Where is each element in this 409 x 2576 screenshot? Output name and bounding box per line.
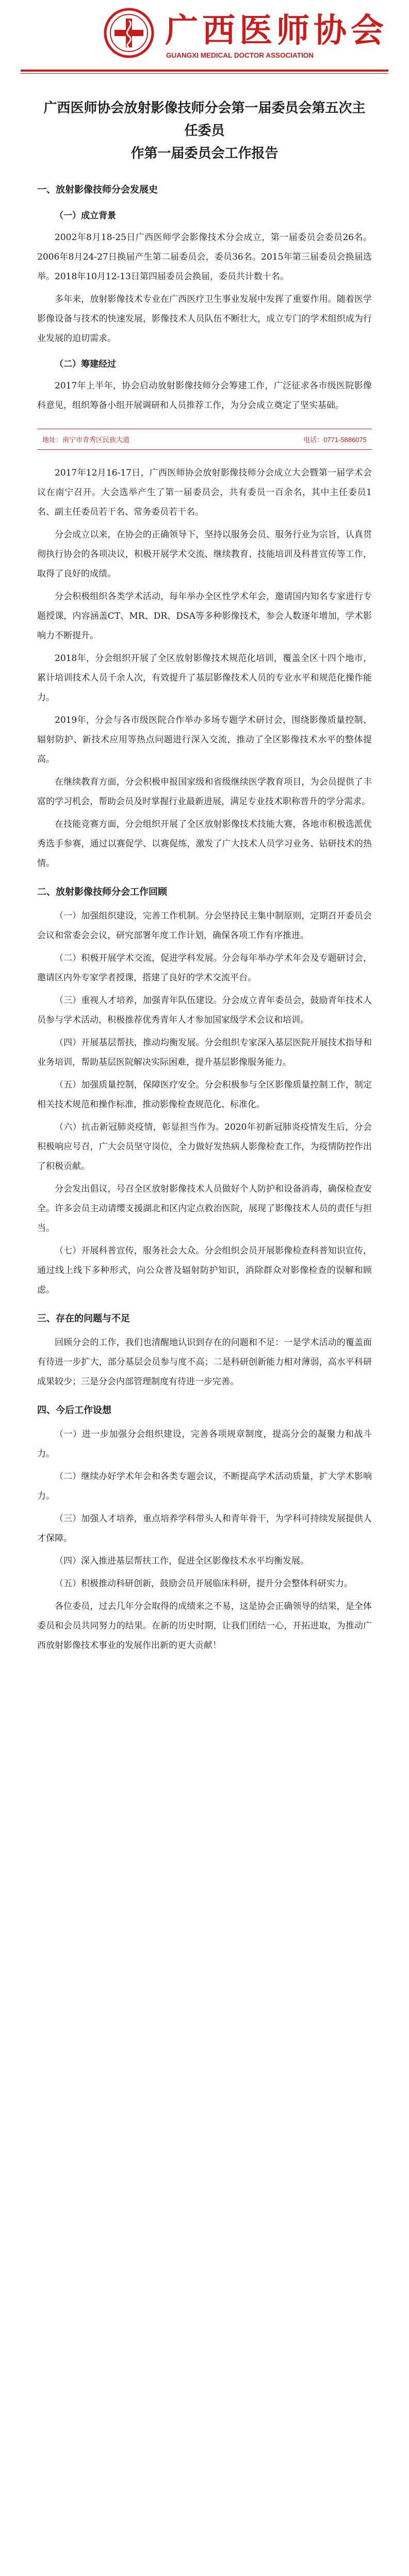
paragraph: （一）加强组织建设，完善工作机制。分会坚持民主集中制原则，定期召开委员会会议和常委会会议，研究部署年度工作计划，确保各项工作有序推进。 xyxy=(37,911,372,941)
page-footer-band xyxy=(37,429,372,450)
subsection-heading: （二）筹建经过 xyxy=(55,359,116,369)
section-heading: 一、放射影像技师分会发展史 xyxy=(37,184,158,195)
paragraph: 分会积极组织各类学术活动，每年举办全区性学术年会，邀请国内知名专家进行专题授课，内容涵盖CT、MR、DR、DSA等多种影像技术，参会人数逐年增加，学术影响力不断提升。 xyxy=(37,591,372,641)
subsection-heading: （一）成立背景 xyxy=(55,211,116,221)
paragraph: 多年来，放射影像技术专业在广西医疗卫生事业发展中发挥了重要作用。随着医学影像设备与技术的快速发展，影像技术人员队伍不断壮大，成立专门的学术组织成为行业发展的迫切需求。 xyxy=(37,294,372,344)
letterhead xyxy=(0,0,409,77)
paragraph: 回顾分会的工作，我们也清醒地认识到存在的问题和不足：一是学术活动的覆盖面有待进一步扩大，部分基层会员参与度不高；二是科研创新能力相对薄弱，高水平科研成果较少；三是分会内部管理制度有待进一步完善。 xyxy=(37,1337,372,1387)
paragraph: （三）加强人才培养，重点培养学科带头人和青年骨干，为学科可持续发展提供人才保障。 xyxy=(37,1514,372,1544)
paragraph: 2019年，分会与各市级医院合作举办多场专题学术研讨会，围绕影像质量控制、辐射防护、新技术应用等热点问题进行深入交流，推动了全区影像技术水平的整体提高。 xyxy=(37,715,372,765)
document-subtitle: 作第一届委员会工作报告 xyxy=(130,146,279,161)
paragraph: （七）开展科普宣传，服务社会大众。分会组织会员开展影像检查科普知识宣传，通过线上线下多种形式，向公众普及辐射防护知识，消除群众对影像检查的误解和顾虑。 xyxy=(37,1246,372,1295)
paragraph: （四）深入推进基层帮扶工作，促进全区影像技术水平均衡发展。 xyxy=(55,1556,309,1566)
paragraph: （二）积极开展学术交流，促进学科发展。分会每年举办学术年会及专题研讨会，邀请区内外专家学者授课，搭建了良好的学术交流平台。 xyxy=(37,953,372,983)
letterhead-rule-thick xyxy=(21,70,388,72)
paragraph: 2018年，分会组织开展了全区放射影像技术规范化培训，覆盖全区十四个地市，累计培训技术人员千余人次，有效提升了基层影像技术人员的专业水平和规范化操作能力。 xyxy=(37,653,372,703)
paragraph: （二）继续办好学术年会和各类专题会议，不断提高学术活动质量，扩大学术影响力。 xyxy=(37,1471,372,1501)
paragraph: 在继续教育方面，分会积极申报国家级和省级继续医学教育项目，为会员提供了丰富的学习机会，帮助会员及时掌握行业最新进展，满足专业技术职称晋升的学分需求。 xyxy=(37,777,372,807)
association-name-cn: 广西医师协会 xyxy=(165,11,388,50)
footer-address: 地址：南宁市青秀区民族大道 xyxy=(42,436,130,444)
paragraph: （四）开展基层帮扶，推动均衡发展。分会组织专家深入基层医院开展技术指导和业务培训，帮助基层医院解决实际困难，提升基层影像服务能力。 xyxy=(37,1038,372,1067)
paragraph: （一）进一步加强分会组织建设，完善各项规章制度，提高分会的凝聚力和战斗力。 xyxy=(37,1429,372,1459)
paragraph: 各位委员，过去几年分会取得的成绩来之不易，这是协会正确领导的结果，是全体委员和会员共同努力的结果。在新的历史时期，让我们团结一心，开拓进取，为推动广西放射影像技术事业的发展作出新的更大贡献！ xyxy=(37,1601,372,1651)
paragraph: 分会成立以来，在协会的正确领导下，坚持以服务会员、服务行业为宗旨，认真贯彻执行协会的各项决议，积极开展学术交流、继续教育、技能培训及科普宣传等工作，取得了良好的成绩。 xyxy=(37,530,372,579)
footer-phone: 电话：0771-5886075 xyxy=(303,436,367,444)
section-heading: 四、今后工作设想 xyxy=(37,1405,111,1416)
association-name-en: GUANGXI MEDICAL DOCTOR ASSOCIATION xyxy=(166,52,314,59)
paragraph: （五）加强质量控制，保障医疗安全。分会积极参与全区影像质量控制工作，制定相关技术规范和操作标准，推动影像检查规范化、标准化。 xyxy=(37,1080,372,1110)
paragraph: 2017年12月16-17日，广西医师协会放射影像技师分会成立大会暨第一届学术会议在南宁召开。大会选举产生了第一届委员会，共有委员一百余名，其中主任委员1名、副主任委员若干名、常务委员若干名。 xyxy=(37,468,372,517)
paragraph: 在技能竞赛方面，分会组织开展了全区放射影像技术技能大赛，各地市积极选派优秀选手参赛，通过以赛促学、以赛促练，激发了广大技术人员学习业务、钻研技术的热情。 xyxy=(37,819,372,869)
paragraph: （三）重视人才培养，加强青年队伍建设。分会成立青年委员会，鼓励青年技术人员参与学术活动，积极推荐优秀青年人才参加国家级学术会议和培训。 xyxy=(37,995,372,1025)
paragraph: （六）抗击新冠肺炎疫情，彰显担当作为。2020年初新冠肺炎疫情发生后，分会积极响应号召，广大会员坚守岗位，全力做好发热病人影像检查工作，为疫情防控作出了积极贡献。 xyxy=(37,1122,372,1172)
paragraph: 2017年上半年，协会启动放射影像技师分会筹建工作，广泛征求各市级医院影像科意见，组织筹备小组开展调研和人员推荐工作，为分会成立奠定了坚实基础。 xyxy=(37,381,372,411)
paragraph: 2002年8月18-25日广西医师学会影像技术分会成立，第一届委员会委员26名。2006年8月24-27日换届产生第二届委员会，委员36名。2015年第三届委员会换届选举。2018年10月12-13日第四届委员会换届，委员共计数十名。 xyxy=(37,232,372,282)
paragraph: 分会发出倡议，号召全区放射影像技术人员做好个人防护和设备消毒，确保检查安全。许多会员主动请缨支援湖北和区内定点救治医院，展现了影像技术人员的责任与担当。 xyxy=(37,1184,372,1233)
letterhead-rule-thin xyxy=(21,73,388,74)
paragraph: （五）积极推动科研创新，鼓励会员开展临床科研，提升分会整体科研实力。 xyxy=(55,1579,353,1589)
association-logo xyxy=(103,7,155,59)
section-heading: 二、放射影像技师分会工作回顾 xyxy=(37,887,167,897)
document-body xyxy=(0,77,409,1655)
section-heading: 三、存在的问题与不足 xyxy=(37,1313,130,1324)
document-title: 广西医师协会放射影像技师分会第一届委员会第五次主任委员 xyxy=(43,100,366,139)
